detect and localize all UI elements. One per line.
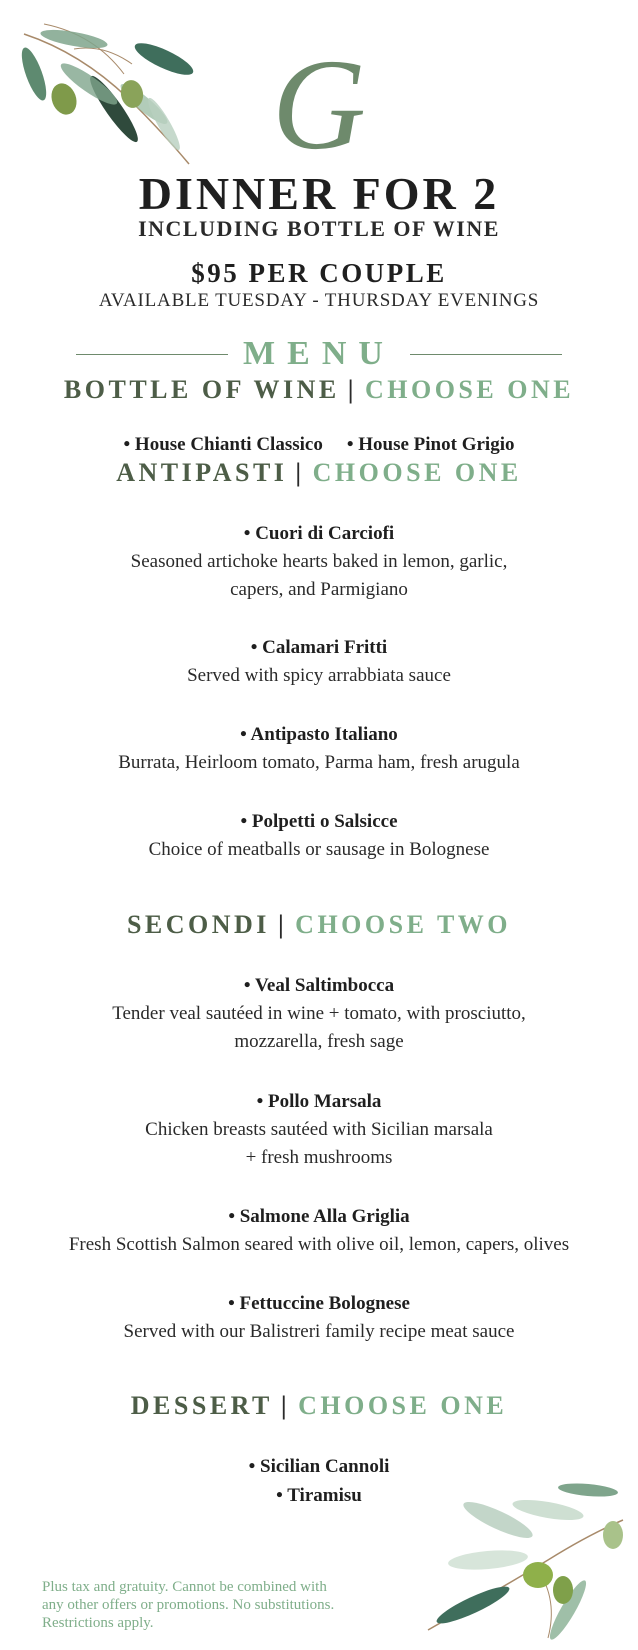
menu-item-name: • Sicilian Cannoli — [248, 1456, 390, 1477]
menu-item-name: • Veal Saltimbocca — [243, 975, 395, 996]
section-separator: | — [280, 1391, 291, 1420]
section-name: BOTTLE OF WINE — [63, 375, 340, 404]
menu-item-desc: Tender veal sautéed in wine + tomato, with prosciutto, — [112, 1003, 526, 1024]
menu-item-desc: Served with spicy arrabbiata sauce — [187, 665, 451, 686]
section-separator: | — [277, 910, 288, 939]
section-choose: CHOOSE TWO — [295, 910, 512, 939]
section-heading-dessert — [0, 1391, 638, 1421]
footnote-line: Restrictions apply. — [42, 1615, 154, 1631]
menu-item-desc: Served with our Balistreri family recipe meat sauce — [123, 1321, 515, 1342]
menu-item-name: • Tiramisu — [276, 1485, 362, 1506]
footnote-line: any other offers or promotions. No substitutions. — [42, 1597, 335, 1613]
menu-item-desc: + fresh mushrooms — [245, 1147, 393, 1168]
menu-item-name: • Polpetti o Salsicce — [240, 811, 398, 832]
section-name: SECONDI — [126, 910, 270, 939]
page-subtitle: INCLUDING BOTTLE OF WINE — [138, 216, 500, 241]
menu-item-name: • Cuori di Carciofi — [243, 523, 395, 544]
menu-item-desc: mozzarella, fresh sage — [234, 1031, 404, 1052]
section-choose: CHOOSE ONE — [298, 1391, 508, 1420]
olive-branch-illustration — [418, 1480, 628, 1640]
section-heading-wine — [0, 375, 638, 405]
menu-item-name: • Antipasto Italiano — [240, 724, 398, 745]
menu-item-desc: Fresh Scottish Salmon seared with olive oil, lemon, capers, olives — [68, 1234, 570, 1255]
section-heading-secondi — [0, 910, 638, 940]
monogram-logo: G — [272, 33, 366, 177]
footnote — [42, 1578, 402, 1632]
menu-item-desc: Chicken breasts sautéed with Sicilian marsala — [145, 1119, 493, 1140]
page-title: DINNER FOR 2 — [138, 168, 500, 219]
price-text: $95 PER COUPLE — [191, 258, 447, 288]
wine-options — [0, 433, 638, 457]
footnote-line: Plus tax and gratuity. Cannot be combined with — [42, 1579, 327, 1595]
menu-item-name: • Fettuccine Bolognese — [228, 1293, 410, 1314]
menu-item-desc: Burrata, Heirloom tomato, Parma ham, fresh arugula — [118, 752, 520, 773]
section-separator: | — [295, 458, 305, 487]
section-name: DESSERT — [130, 1391, 273, 1420]
menu-heading: MENU — [243, 335, 395, 372]
wine-item: • House Pinot Grigio — [346, 434, 515, 455]
section-heading-antipasti — [0, 458, 638, 488]
divider-line-right — [410, 354, 562, 355]
section-separator: | — [347, 375, 357, 404]
menu-item-name: • Pollo Marsala — [256, 1091, 382, 1112]
section-name: ANTIPASTI — [116, 458, 288, 487]
availability-text: AVAILABLE TUESDAY - THURSDAY EVENINGS — [98, 290, 540, 311]
menu-item-desc: Choice of meatballs or sausage in Bolognese — [148, 839, 490, 860]
wine-item: • House Chianti Classico — [123, 434, 323, 455]
section-choose: CHOOSE ONE — [312, 458, 522, 487]
menu-item-name: • Calamari Fritti — [250, 637, 388, 658]
menu-item-desc: capers, and Parmigiano — [230, 579, 408, 600]
menu-item-name: • Salmone Alla Griglia — [228, 1206, 410, 1227]
section-choose: CHOOSE ONE — [364, 375, 575, 404]
menu-divider — [76, 336, 562, 372]
menu-item-desc: Seasoned artichoke hearts baked in lemon, garlic, — [130, 551, 508, 572]
